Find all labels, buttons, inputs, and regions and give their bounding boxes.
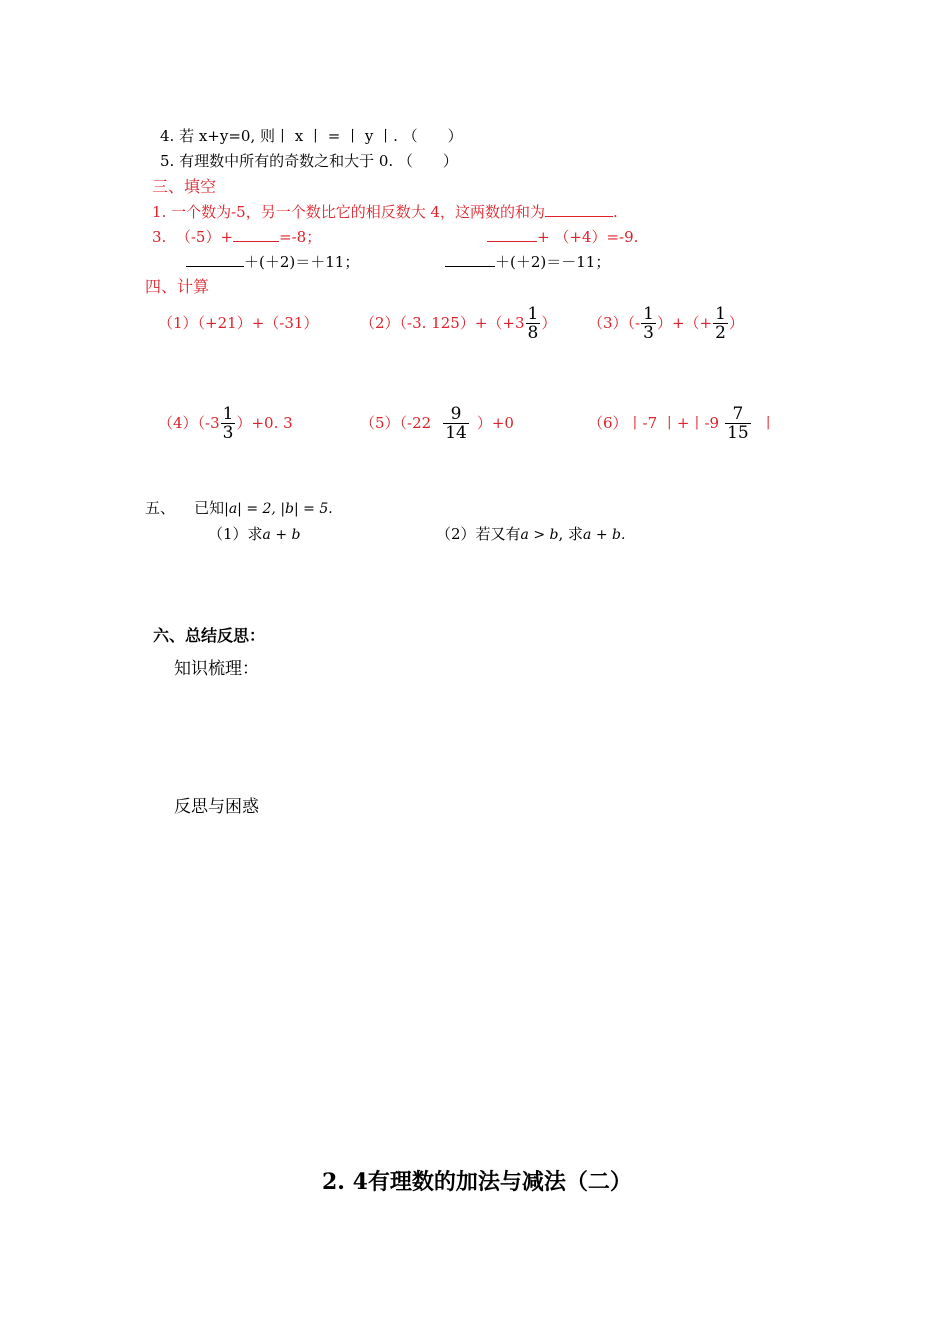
calc-p5-suffix: ）+0 bbox=[476, 414, 514, 432]
fraction-denominator: 8 bbox=[527, 322, 539, 343]
fill-q3a-left: （-5）+ bbox=[175, 228, 234, 246]
fill-question-3c bbox=[186, 252, 359, 272]
calc-p4-suffix: ）+0. 3 bbox=[236, 414, 293, 432]
calc-p2-prefix: （2）（-3. 125）+（+3 bbox=[360, 314, 525, 332]
calc-p4-prefix: （4）（-3 bbox=[158, 414, 220, 432]
calc-p3-prefix: （3）（- bbox=[588, 314, 641, 332]
known-part2-math2: a + b. bbox=[583, 527, 626, 543]
summary-reflection-label: 反思与困惑 bbox=[174, 797, 259, 817]
fill-q3d-blank bbox=[445, 252, 495, 267]
known-given-math: |a| = 2, |b| = 5. bbox=[224, 501, 333, 517]
fraction-9-14 bbox=[443, 405, 469, 442]
calc-problem-1: （1）（+21）+（-31） bbox=[158, 314, 319, 332]
fill-q1-text: 1. 一个数为-5，另一个数比它的相反数大 4，这两数的和为 bbox=[152, 203, 546, 221]
known-part2-prefix: （2）若又有 bbox=[436, 525, 521, 543]
fill-question-1 bbox=[152, 202, 618, 222]
known-section bbox=[145, 498, 333, 519]
fill-q3a-blank bbox=[233, 227, 279, 242]
known-part-1 bbox=[208, 524, 301, 545]
known-given-prefix: 已知 bbox=[194, 499, 225, 517]
calc-problem-4 bbox=[158, 402, 293, 444]
fraction-numerator: 9 bbox=[450, 403, 462, 424]
fraction-1-2 bbox=[713, 305, 728, 342]
fill-q3b-right: + （+4）=-9. bbox=[537, 228, 639, 246]
fill-q3c-blank bbox=[186, 252, 244, 267]
calc-problem-3 bbox=[588, 302, 744, 344]
fill-question-3d bbox=[445, 252, 610, 272]
calc-p2-suffix: ） bbox=[541, 314, 557, 332]
fill-q3a-right: =-8； bbox=[279, 228, 322, 246]
fraction-numerator: 1 bbox=[527, 303, 539, 324]
calc-heading: 四、计算 bbox=[145, 277, 210, 296]
known-part2-mid: , 求 bbox=[558, 525, 584, 543]
calc-problem-6 bbox=[588, 402, 776, 444]
known-part-2 bbox=[436, 524, 625, 545]
calc-p3-mid: ）+（+ bbox=[656, 314, 713, 332]
known-label: 五、 bbox=[145, 499, 176, 517]
fraction-numerator: 1 bbox=[643, 303, 654, 324]
known-part2-math1: a > b bbox=[520, 527, 559, 543]
fraction-denominator: 3 bbox=[643, 322, 654, 343]
fraction-numerator: 1 bbox=[222, 403, 234, 424]
fill-q3d-right: ＋(＋2)＝－11； bbox=[495, 253, 611, 271]
fraction-denominator: 15 bbox=[727, 422, 749, 443]
fraction-1-3 bbox=[641, 305, 656, 342]
calc-problem-2 bbox=[360, 302, 556, 344]
judge-item-5: 5. 有理数中所有的奇数之和大于 0. （ ） bbox=[160, 152, 458, 170]
known-part1-math: a + b bbox=[262, 527, 301, 543]
fill-heading: 三、填空 bbox=[152, 177, 217, 196]
fraction-7-15 bbox=[725, 405, 751, 442]
summary-heading: 六、总结反思： bbox=[153, 626, 266, 645]
fraction-denominator: 2 bbox=[715, 322, 726, 343]
judge-item-4: 4. 若 x+y=0, 则丨 x 丨 = 丨 y 丨. （ ） bbox=[160, 127, 463, 145]
fraction-1-3 bbox=[221, 405, 236, 442]
fraction-1-8 bbox=[526, 305, 541, 342]
calc-p6-suffix: 丨 bbox=[760, 414, 776, 432]
known-part1-prefix: （1）求 bbox=[208, 525, 263, 543]
fill-q1-end: . bbox=[613, 203, 618, 221]
fraction-numerator: 7 bbox=[732, 403, 744, 424]
fill-q1-blank bbox=[545, 202, 613, 217]
fill-question-3b bbox=[487, 227, 638, 247]
fill-q3-label: 3. bbox=[152, 228, 167, 246]
fill-q3b-blank bbox=[487, 227, 537, 242]
calc-problem-5 bbox=[360, 402, 514, 444]
calc-p5-prefix: （5）（-22 bbox=[360, 414, 432, 432]
page-title: 2. 4有理数的加法与减法（二） bbox=[322, 1169, 632, 1195]
summary-knowledge-label: 知识梳理： bbox=[174, 659, 259, 679]
fraction-denominator: 14 bbox=[445, 422, 467, 443]
fill-q3c-right: ＋(＋2)＝＋11； bbox=[244, 253, 360, 271]
fill-question-3a bbox=[152, 227, 321, 247]
calc-p6-prefix: （6）丨-7 丨+丨-9 bbox=[588, 414, 720, 432]
calc-p3-suffix: ） bbox=[728, 314, 744, 332]
fraction-numerator: 1 bbox=[715, 303, 726, 324]
fraction-denominator: 3 bbox=[222, 422, 234, 443]
